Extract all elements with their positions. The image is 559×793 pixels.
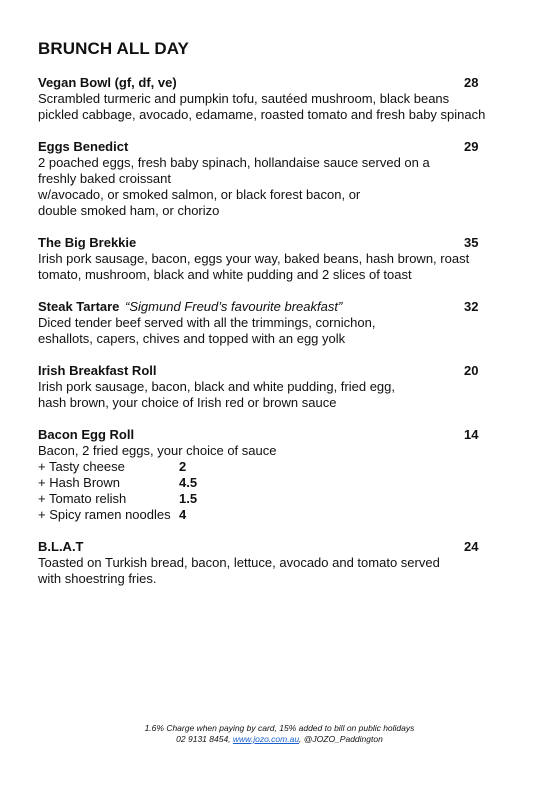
item-description-line: with shoestring fries. — [38, 571, 157, 586]
item-header — [38, 299, 548, 315]
item-header — [38, 235, 548, 251]
item-name: Steak Tartare — [38, 299, 120, 314]
menu-items — [38, 75, 548, 603]
item-description-line: Irish pork sausage, bacon, black and white pudding, fried egg, — [38, 379, 396, 394]
footer-surcharge-note: 1.6% Charge when paying by card, 15% added to bill on public holidays — [144, 723, 415, 733]
item-price: 35 — [464, 235, 479, 250]
addon-option — [38, 475, 548, 491]
item-description-line: eshallots, capers, chives and topped with an egg yolk — [38, 331, 346, 346]
addon-price: 2 — [179, 459, 187, 474]
menu-item-irish-breakfast-roll — [38, 363, 548, 411]
addon-label: + Hash Brown — [38, 475, 121, 490]
item-tagline: “Sigmund Freud’s favourite breakfast” — [125, 299, 343, 314]
item-description-line: hash brown, your choice of Irish red or brown sauce — [38, 395, 337, 410]
item-description-line: Irish pork sausage, bacon, eggs your way, baked beans, hash brown, roast — [38, 251, 470, 266]
item-header — [38, 539, 548, 555]
footer-phone: 02 9131 8454, — [176, 734, 233, 744]
item-description-line: double smoked ham, or chorizo — [38, 203, 220, 218]
item-name: Vegan Bowl (gf, df, ve) — [38, 75, 177, 90]
item-name: Eggs Benedict — [38, 139, 129, 154]
item-price: 24 — [464, 539, 479, 554]
item-description-line: Toasted on Turkish bread, bacon, lettuce, avocado and tomato served — [38, 555, 440, 570]
item-header — [38, 427, 548, 443]
menu-item-blat — [38, 539, 548, 587]
item-name: Irish Breakfast Roll — [38, 363, 157, 378]
item-description-line: w/avocado, or smoked salmon, or black forest bacon, or — [38, 187, 361, 202]
page-title: BRUNCH ALL DAY — [38, 39, 189, 58]
addon-label: + Spicy ramen noodles — [38, 507, 171, 522]
footer-contact — [0, 734, 559, 745]
addon-option — [38, 459, 548, 475]
item-name: B.L.A.T — [38, 539, 84, 554]
menu-item-big-brekkie — [38, 235, 548, 283]
item-header — [38, 75, 548, 91]
item-price: 29 — [464, 139, 479, 154]
addon-label: + Tasty cheese — [38, 459, 125, 474]
footer — [0, 723, 559, 745]
item-header — [38, 139, 548, 155]
menu-item-eggs-benedict — [38, 139, 548, 219]
addon-price: 1.5 — [179, 491, 198, 506]
item-price: 14 — [464, 427, 479, 442]
item-price: 28 — [464, 75, 479, 90]
item-price: 20 — [464, 363, 479, 378]
item-description-line: freshly baked croissant — [38, 171, 171, 186]
addon-price: 4 — [179, 507, 187, 522]
item-description-line: Scrambled turmeric and pumpkin tofu, sautéed mushroom, black beans — [38, 91, 450, 106]
item-price: 32 — [464, 299, 479, 314]
item-description-line: Diced tender beef served with all the trimmings, cornichon, — [38, 315, 376, 330]
menu-item-vegan-bowl — [38, 75, 548, 123]
item-description-line: Bacon, 2 fried eggs, your choice of sauce — [38, 443, 277, 458]
item-description-line: 2 poached eggs, fresh baby spinach, hollandaise sauce served on a — [38, 155, 430, 170]
addon-price: 4.5 — [179, 475, 198, 490]
item-description-line: tomato, mushroom, black and white pudding and 2 slices of toast — [38, 267, 412, 282]
addon-option — [38, 491, 548, 507]
addon-label: + Tomato relish — [38, 491, 127, 506]
footer-social-handle: , @JOZO_Paddington — [299, 734, 383, 744]
item-name: Bacon Egg Roll — [38, 427, 135, 442]
item-description-line: pickled cabbage, avocado, edamame, roasted tomato and fresh baby spinach — [38, 107, 486, 122]
menu-item-bacon-egg-roll — [38, 427, 548, 523]
item-header — [38, 363, 548, 379]
menu-item-steak-tartare — [38, 299, 548, 347]
addon-option — [38, 507, 548, 523]
item-name: The Big Brekkie — [38, 235, 137, 250]
website-link[interactable]: www.jozo.com.au — [232, 734, 300, 744]
